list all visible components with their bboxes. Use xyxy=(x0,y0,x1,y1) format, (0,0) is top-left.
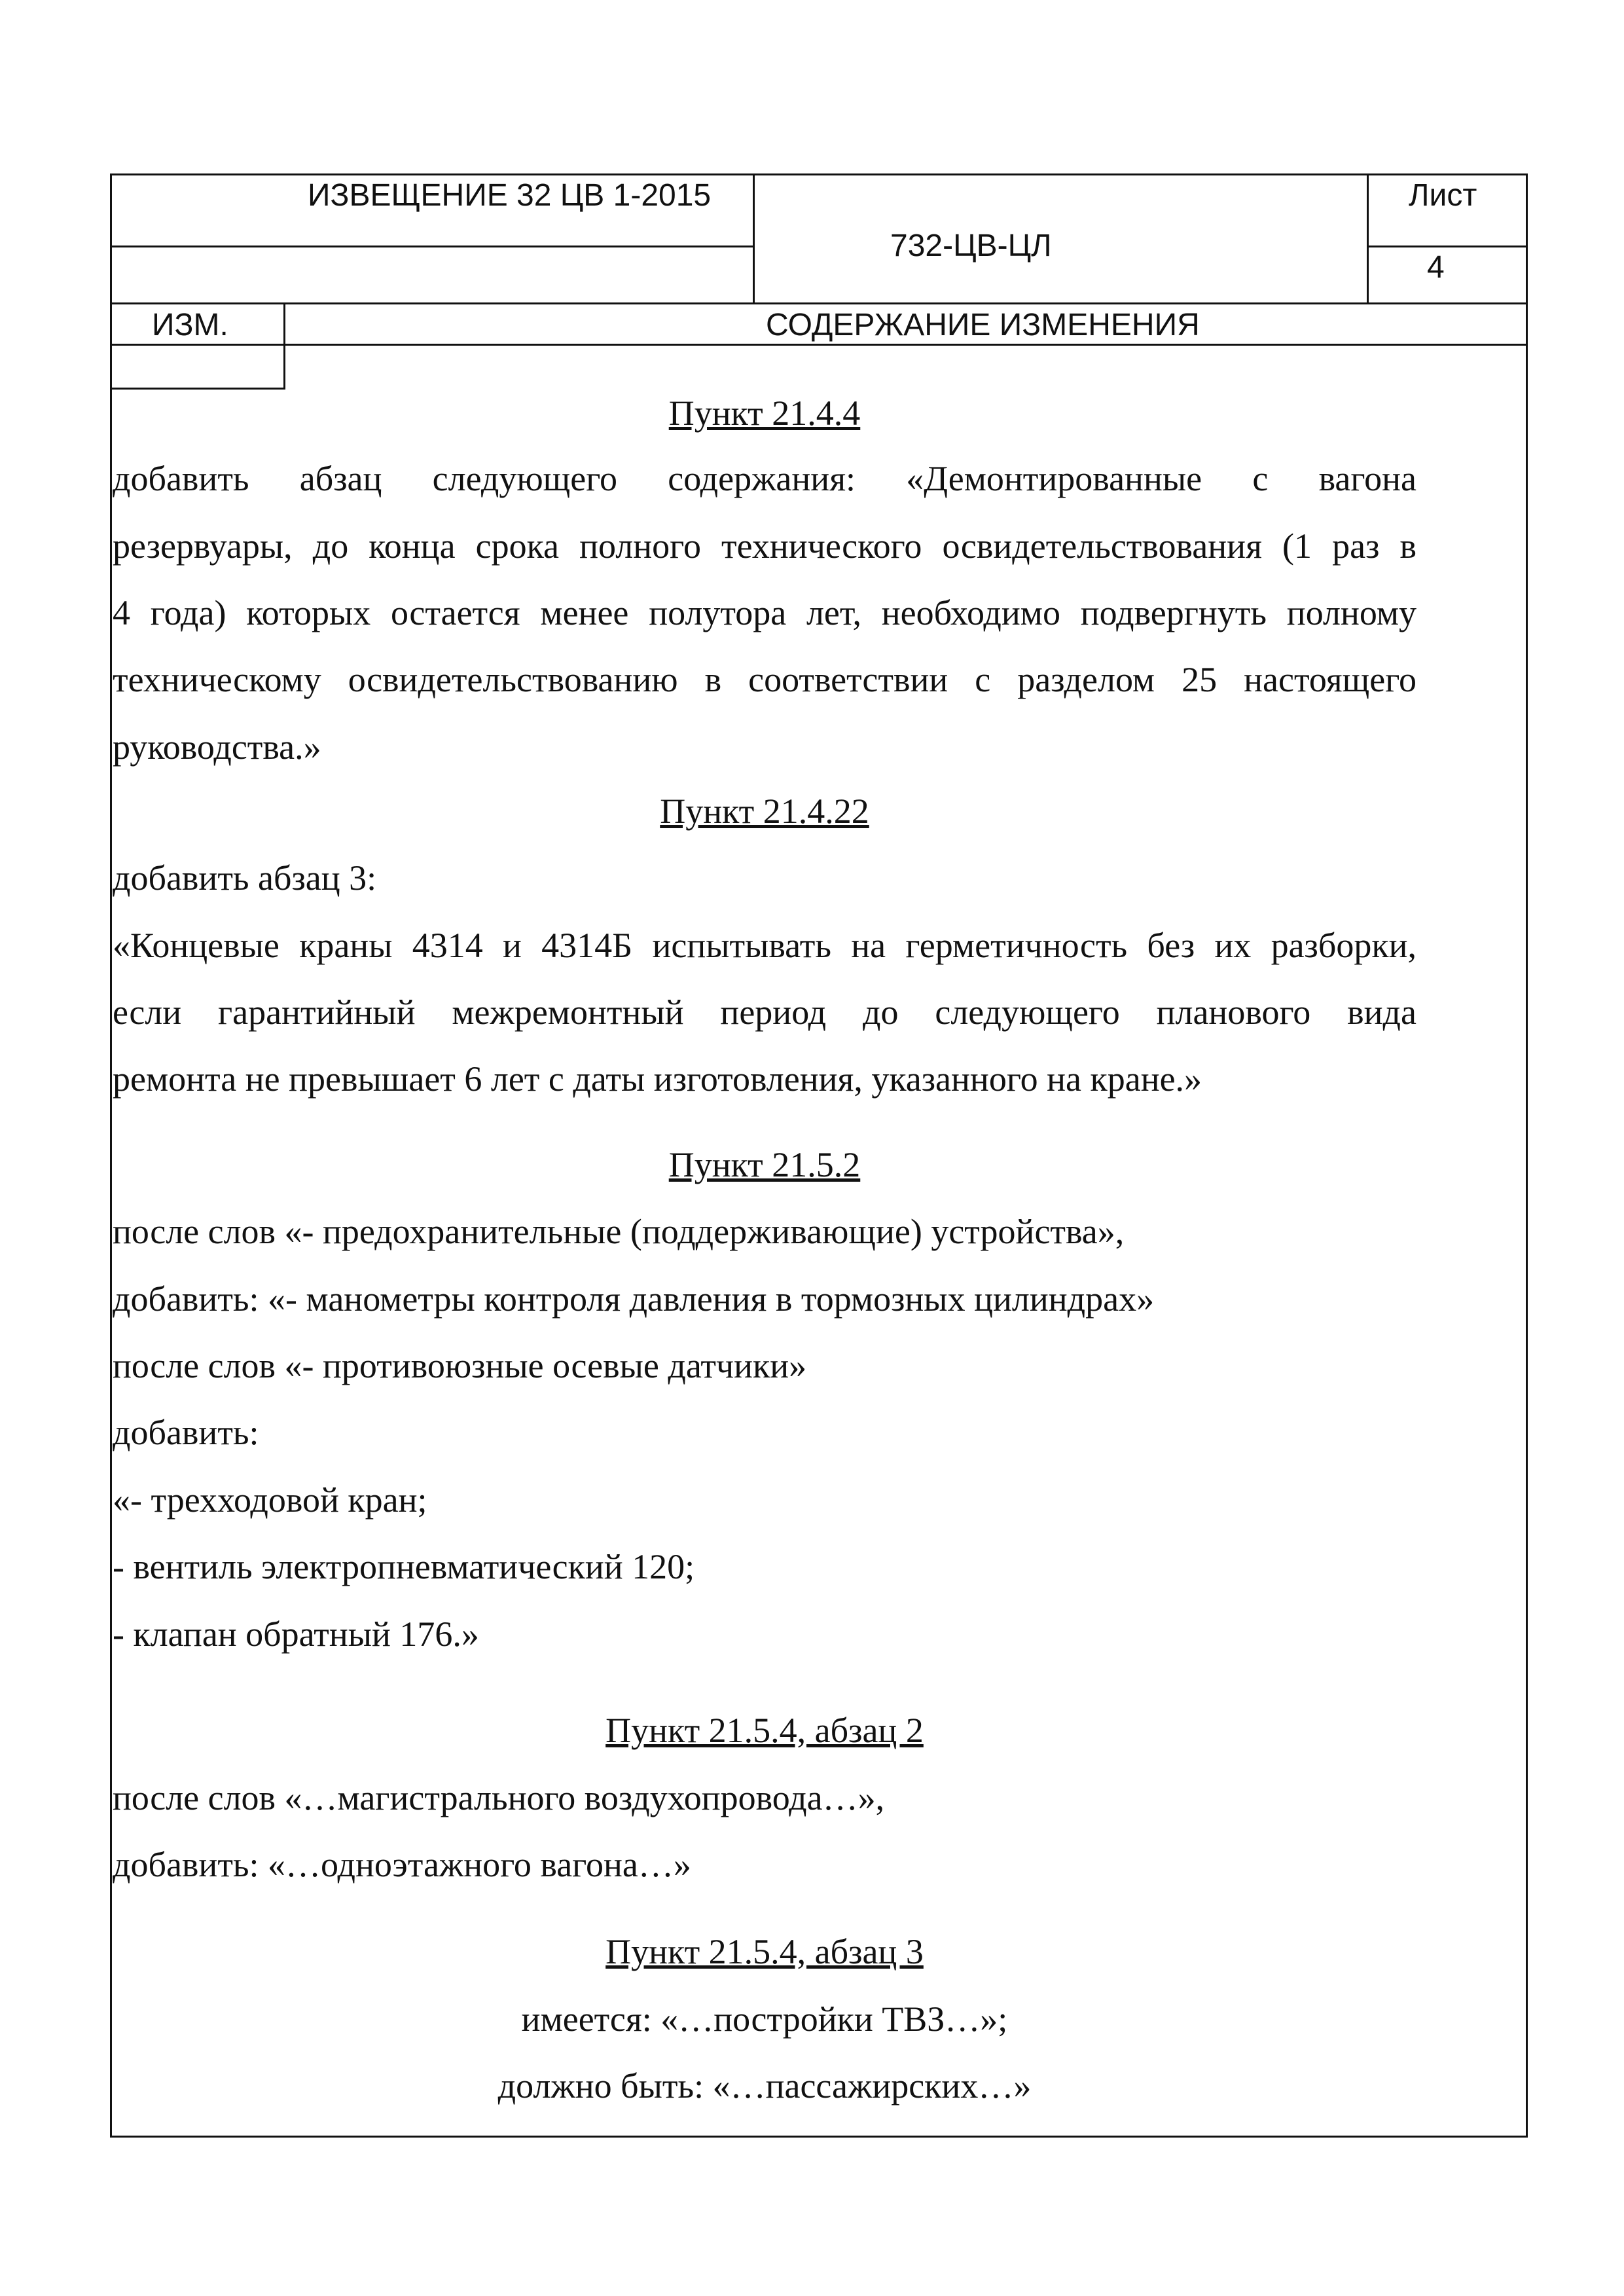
divider-header-row xyxy=(110,302,1528,304)
paragraph-line: добавить абзац 3: xyxy=(113,858,377,898)
paragraph-line: - вентиль электропневматический 120; xyxy=(113,1547,695,1586)
paragraph-line: техническому освидетельствованию в соответствии с разделом 25 настоящего xyxy=(113,660,1416,699)
paragraph-line: после слов «- предохранительные (поддерживающие) устройства», xyxy=(113,1212,1125,1251)
document-code: 732-ЦВ-ЦЛ xyxy=(890,228,1052,263)
sheet-label: Лист xyxy=(1409,178,1477,213)
divider-title-code xyxy=(753,173,755,304)
divider-change-cell-bottom xyxy=(110,388,285,390)
section-heading: Пункт 21.4.22 xyxy=(660,792,869,831)
paragraph-line: после слов «- противоюзные осевые датчики» xyxy=(113,1346,807,1385)
paragraph-line: если гарантийный межремонтный период до следующего планового вида xyxy=(113,993,1416,1032)
paragraph-line: 4 года) которых остается менее полутора лет, необходимо подвергнуть полному xyxy=(113,593,1416,632)
section-heading: Пункт 21.5.4, абзац 3 xyxy=(605,1932,924,1971)
paragraph-line: - клапан обратный 176.» xyxy=(113,1614,479,1654)
paragraph-line: добавить: xyxy=(113,1413,259,1452)
paragraph-line: руководства.» xyxy=(113,727,321,767)
divider-label-row xyxy=(110,344,1528,346)
paragraph-line: добавить абзац следующего содержания: «Демонтированные с вагона xyxy=(113,459,1416,498)
divider-sheet-row xyxy=(1367,246,1528,247)
change-column-label: ИЗМ. xyxy=(152,308,228,342)
section-heading: Пункт 21.5.2 xyxy=(668,1145,861,1184)
section-heading: Пункт 21.4.4 xyxy=(668,393,861,433)
frame-right-border xyxy=(1526,173,1528,2138)
paragraph-line: после слов «…магистрального воздухопровода…», xyxy=(113,1778,885,1817)
paragraph-line: «Концевые краны 4314 и 4314Б испытывать на герметичность без их разборки, xyxy=(113,926,1416,965)
divider-title-row xyxy=(110,246,753,247)
paragraph-line: «- трехходовой кран; xyxy=(113,1480,427,1520)
paragraph-line: добавить: «…одноэтажного вагона…» xyxy=(113,1845,691,1884)
notice-title: ИЗВЕЩЕНИЕ 32 ЦВ 1-2015 xyxy=(308,178,712,213)
frame-left-border xyxy=(110,173,112,2138)
section-heading: Пункт 21.5.4, абзац 2 xyxy=(605,1711,924,1750)
paragraph-line: должно быть: «…пассажирских…» xyxy=(497,2066,1032,2105)
frame-bottom-border xyxy=(110,2136,1528,2138)
divider-change-column xyxy=(283,302,285,390)
paragraph-line: ремонта не превышает 6 лет с даты изготовления, указанного на кране.» xyxy=(113,1059,1202,1099)
paragraph-line: резервуары, до конца срока полного технического освидетельствования (1 раз в xyxy=(113,526,1416,566)
divider-code-sheet xyxy=(1367,173,1369,304)
frame-top-border xyxy=(110,173,1528,175)
content-column-label: СОДЕРЖАНИЕ ИЗМЕНЕНИЯ xyxy=(766,308,1200,342)
paragraph-line: добавить: «- манометры контроля давления в тормозных цилиндрах» xyxy=(113,1279,1155,1319)
paragraph-line: имеется: «…постройки ТВЗ…»; xyxy=(521,1999,1008,2039)
sheet-number: 4 xyxy=(1427,250,1445,285)
